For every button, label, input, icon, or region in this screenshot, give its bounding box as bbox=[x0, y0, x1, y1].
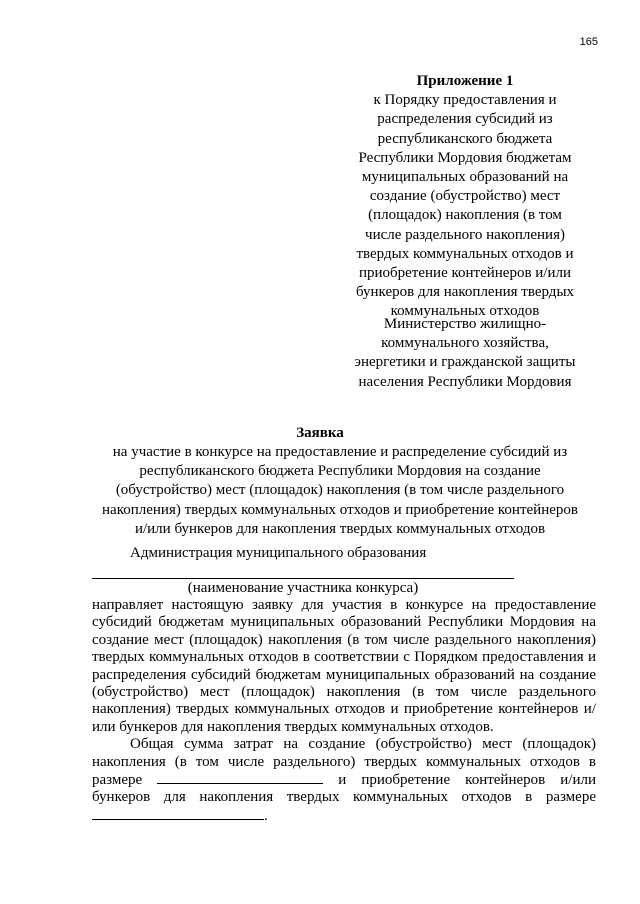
cost-text-part1: Общая сумма затрат на создание (обустройство) мест (площадок) накопления (в том числе раздельного) твердых коммунальных отходов в размере bbox=[92, 736, 596, 789]
application-description bbox=[88, 443, 592, 539]
cost-paragraph bbox=[92, 736, 596, 825]
participant-caption: (наименование участника конкурса) bbox=[187, 580, 419, 596]
application-line: (обустройство) мест (площадок) накопления (в том числе раздельного bbox=[115, 482, 565, 499]
appendix-line: муниципальных образований на bbox=[361, 169, 569, 186]
appendix-block bbox=[345, 72, 585, 322]
participant-name-field[interactable] bbox=[92, 578, 514, 579]
page-number: 165 bbox=[579, 36, 598, 48]
appendix-line: республиканского бюджета bbox=[377, 130, 553, 147]
appendix-line: Республики Мордовия бюджетам bbox=[358, 149, 572, 166]
appendix-line: твердых коммунальных отходов и bbox=[356, 245, 574, 262]
application-title: Заявка bbox=[296, 425, 344, 441]
application-line: и/или бункеров для накопления твердых коммунальных отходов bbox=[134, 520, 546, 537]
appendix-line: распределения субсидий из bbox=[377, 111, 553, 128]
appendix-line: коммунальных отходов bbox=[390, 303, 540, 320]
appendix-line: бункеров для накопления твердых bbox=[355, 284, 575, 301]
application-line: накопления) твердых коммунальных отходов и приобретение контейнеров bbox=[102, 501, 578, 518]
addressee-line: коммунального хозяйства, bbox=[381, 335, 549, 352]
cost-amount-blank[interactable] bbox=[157, 771, 323, 784]
application-body bbox=[92, 597, 596, 825]
appendix-line: приобретение контейнеров и/или bbox=[358, 265, 572, 282]
application-line: на участие в конкурсе на предоставление и распределение субсидий из bbox=[112, 444, 568, 460]
application-line: республиканского бюджета Республики Мордовия на создание bbox=[139, 463, 541, 480]
appendix-line: создание (обустройство) мест bbox=[369, 188, 561, 205]
addressee-block bbox=[345, 315, 585, 392]
addressee-line: Министерство жилищно- bbox=[383, 316, 547, 332]
cost-text-part2: и приобретение контейнеров и/или бункеров для накопления твердых коммунальных отходов в размере bbox=[92, 772, 597, 806]
addressee-line: населения Республики Мордовия bbox=[358, 373, 572, 390]
body-paragraph: направляет настоящую заявку для участия в конкурсе на предоставление субсидий бюджетам муниципальных образований Республики Мордовия на создание мест (площадок) накопления (в том числе раздельного накопления) твердых коммунальных отходов в соответствии с Порядком предоставления и распределения субсидий бюджетам муниципальных образований на создание (обустройство) мест (площадок) накопления (в том числе раздельного накопления) твердых коммунальных отходов и приобретение контейнеров и/или бункеров для накопления твердых коммунальных отходов. bbox=[92, 597, 596, 735]
appendix-line: числе раздельного накопления) bbox=[365, 226, 565, 243]
cost-text-end: . bbox=[264, 807, 268, 824]
appendix-line: (площадок) накопления (в том bbox=[368, 207, 562, 224]
appendix-line: к Порядку предоставления и bbox=[373, 92, 557, 109]
container-amount-blank[interactable] bbox=[92, 807, 264, 820]
appendix-title: Приложение 1 bbox=[416, 73, 514, 89]
administration-label: Администрация муниципального образования bbox=[130, 545, 427, 561]
addressee-line: энергетики и гражданской защиты bbox=[354, 354, 576, 371]
